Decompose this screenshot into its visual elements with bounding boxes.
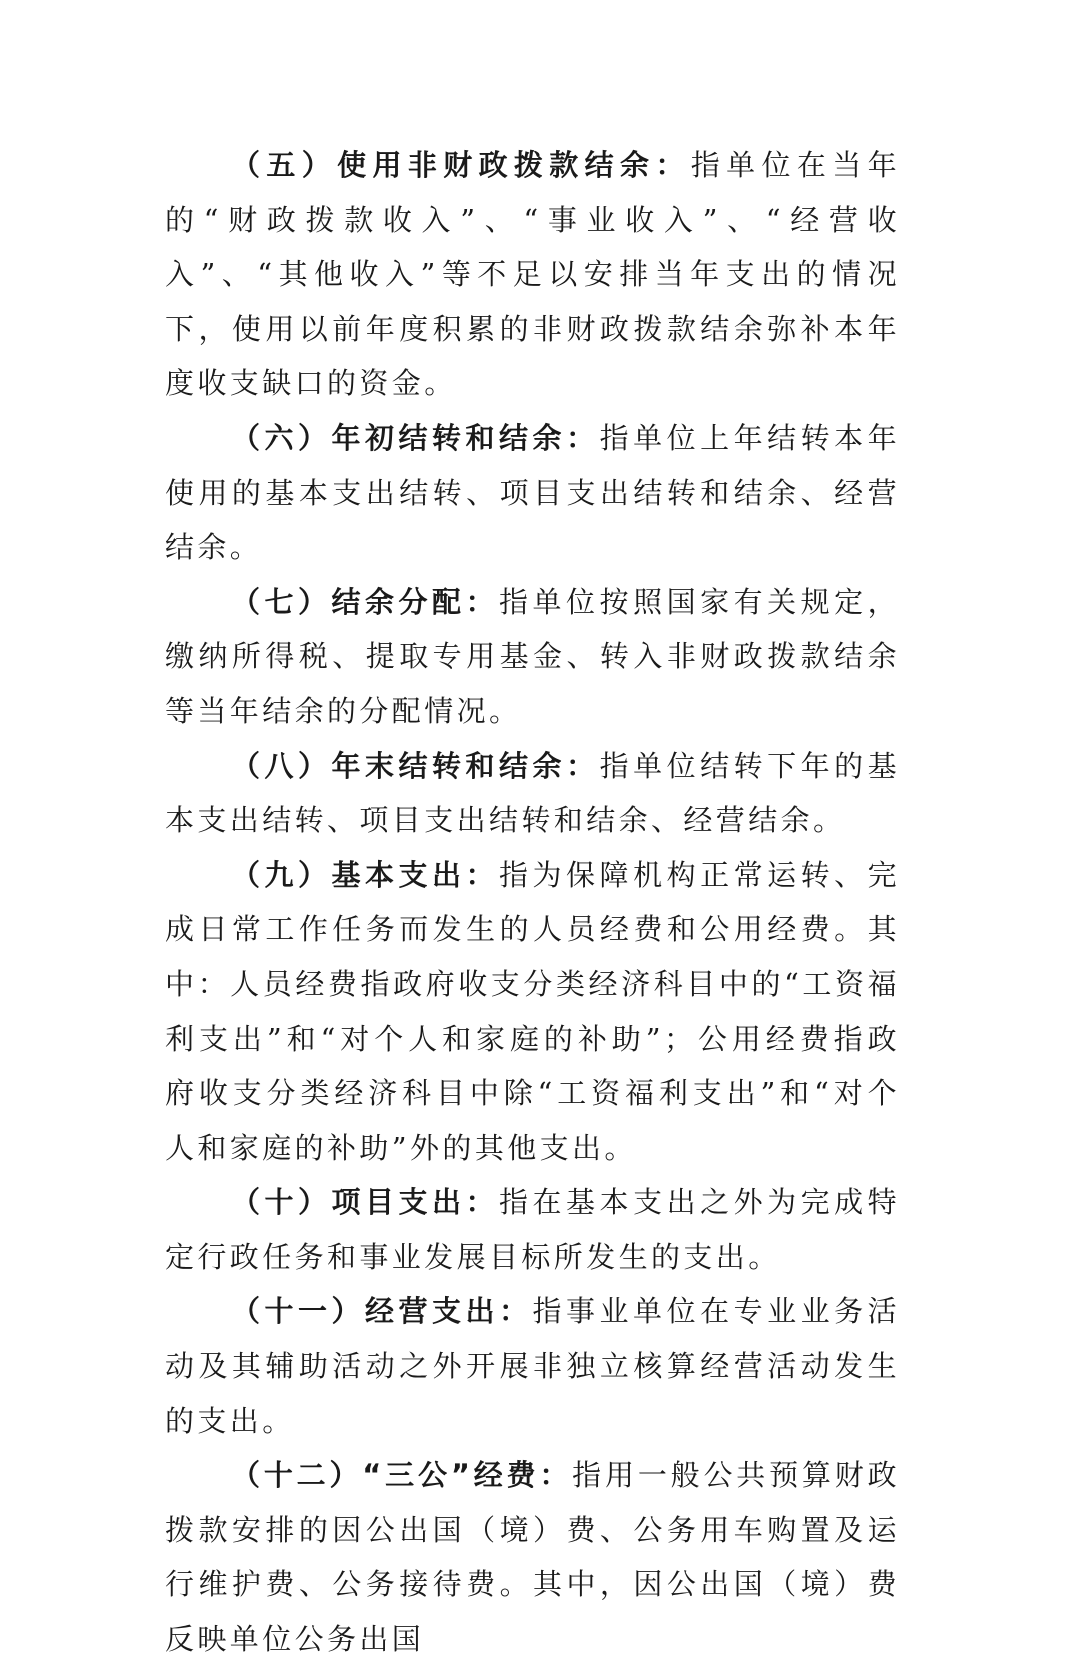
paragraph-7 — [165, 575, 900, 739]
term-definition: 指单位在当年的“财政拨款收入”、“事业收入”、“经营收入”、“其他收入”等不足以安排当年支出的情况下，使用以前年度积累的非财政拨款结余弥补本年度收支缺口的资金。 — [165, 148, 900, 401]
paragraph-11 — [165, 1284, 900, 1448]
document-body — [165, 138, 900, 1667]
term-heading: （十）项目支出： — [231, 1185, 500, 1220]
term-definition: 指用一般公共预算财政拨款安排的因公出国（境）费、公务用车购置及运行维护费、公务接待费。其中，因公出国（境）费反映单位公务出国 — [165, 1458, 900, 1657]
term-heading: （八）年末结转和结余： — [231, 748, 600, 783]
term-heading: （七）结余分配： — [231, 584, 500, 619]
paragraph-12 — [165, 1448, 900, 1666]
term-heading: （十二）“三公”经费： — [231, 1458, 573, 1493]
paragraph-5 — [165, 138, 900, 411]
term-definition: 指单位上年结转本年使用的基本支出结转、项目支出结转和结余、经营结余。 — [165, 420, 900, 565]
term-heading: （六）年初结转和结余： — [231, 420, 600, 455]
term-definition: 指在基本支出之外为完成特定行政任务和事业发展目标所发生的支出。 — [165, 1185, 900, 1274]
paragraph-10 — [165, 1175, 900, 1284]
term-heading: （十一）经营支出： — [231, 1294, 533, 1329]
paragraph-9 — [165, 848, 900, 1176]
paragraph-8 — [165, 739, 900, 848]
term-definition: 指单位按照国家有关规定，缴纳所得税、提取专用基金、转入非财政拨款结余等当年结余的分配情况。 — [165, 584, 900, 728]
term-definition: 指事业单位在专业业务活动及其辅助活动之外开展非独立核算经营活动发生的支出。 — [165, 1294, 900, 1438]
term-heading: （五）使用非财政拨款结余： — [231, 148, 691, 182]
term-heading: （九）基本支出： — [231, 857, 500, 892]
term-definition: 指为保障机构正常运转、完成日常工作任务而发生的人员经费和公用经费。其中：人员经费指政府收支分类经济科目中的“工资福利支出”和“对个人和家庭的补助”；公用经费指政府收支分类经济科目中除“工资福利支出”和“对个人和家庭的补助”外的其他支出。 — [165, 857, 900, 1165]
paragraph-6 — [165, 411, 900, 575]
term-definition: 指单位结转下年的基本支出结转、项目支出结转和结余、经营结余。 — [165, 748, 900, 838]
